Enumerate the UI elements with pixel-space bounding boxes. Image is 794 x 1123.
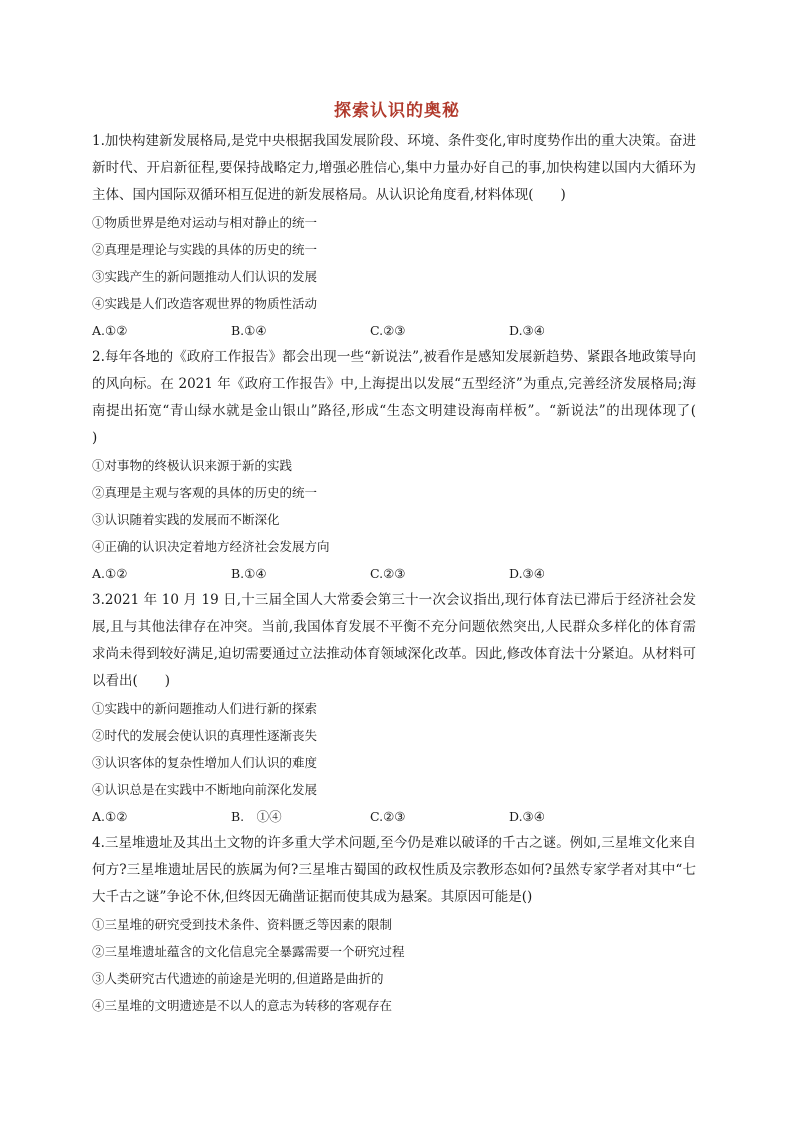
question-stem: 1.加快构建新发展格局,是党中央根据我国发展阶段、环境、条件变化,审时度势作出的重大决策。奋进新时代、开启新征程,要保持战略定力,增强必胜信心,集中力量办好自己的事,加快构建以国内大循环为主体、国内国际双循环相互促进的新发展格局。从认识论角度看,材料体现( ) <box>92 133 696 203</box>
question-option: ③人类研究古代遗迹的前途是光明的,但道路是曲折的 <box>92 971 384 986</box>
question-3 <box>92 587 696 830</box>
answer-choice-c: C.②③ <box>370 809 406 824</box>
answer-choice-c: C.②③ <box>370 566 406 581</box>
question-option: ②真理是理论与实践的具体的历史的统一 <box>92 242 318 257</box>
answer-choice-b: B.①④ <box>231 323 267 338</box>
answer-choice-b: B.①④ <box>231 566 267 581</box>
answer-choice-a: A.①② <box>92 566 128 581</box>
answer-choice-b: B. ①④ <box>231 809 282 824</box>
answer-choice-a: A.①② <box>92 809 128 824</box>
question-option: ④三星堆的文明遗迹是不以人的意志为转移的客观存在 <box>92 998 393 1013</box>
answer-choices <box>92 803 696 830</box>
question-2 <box>92 344 723 587</box>
question-option: ④正确的认识决定着地方经济社会发展方向 <box>92 539 330 554</box>
question-option: ②三星堆遗址蕴含的文化信息完全暴露需要一个研究过程 <box>92 944 405 959</box>
question-option: ③认识客体的复杂性增加人们认识的难度 <box>92 755 318 770</box>
answer-choice-a: A.①② <box>92 323 128 338</box>
page-title: 探索认识的奥秘 <box>334 101 460 121</box>
question-option: ④认识总是在实践中不断地向前深化发展 <box>92 782 318 797</box>
question-stem: 4.三星堆遗址及其出土文物的许多重大学术问题,至今仍是难以破译的千古之谜。例如,三星堆文化来自何方?三星堆遗址居民的族属为何?三星堆古蜀国的政权性质及宗教形态如何?虽然专家学者对其中“七大千古之谜”争论不休,但终因无确凿证据而使其成为悬案。其原因可能是() <box>92 835 696 905</box>
question-option: ②真理是主观与客观的具体的历史的统一 <box>92 485 318 500</box>
question-option: ②时代的发展会使认识的真理性逐渐丧失 <box>92 728 318 743</box>
question-4 <box>92 830 696 1019</box>
answer-choice-c: C.②③ <box>370 323 406 338</box>
question-option: ①实践中的新问题推动人们进行新的探索 <box>92 701 318 716</box>
question-1 <box>92 128 696 344</box>
question-stem: 3.2021 年 10 月 19 日,十三届全国人大常委会第三十一次会议指出,现行体育法已滞后于经济社会发展,且与其他法律存在冲突。当前,我国体育发展不平衡不充分问题依然突出,人民群众多样化的体育需求尚未得到较好满足,迫切需要通过立法推动体育领域深化改革。因此,修改体育法十分紧迫。从材料可以看出( ) <box>92 592 696 689</box>
question-option: ④实践是人们改造客观世界的物质性活动 <box>92 296 318 311</box>
question-option: ③实践产生的新问题推动人们认识的发展 <box>92 269 318 284</box>
answer-choice-d: D.③④ <box>509 809 545 824</box>
answer-choices <box>92 560 696 587</box>
question-option: ①三星堆的研究受到技术条件、资料匮乏等因素的限制 <box>92 917 393 932</box>
answer-choice-d: D.③④ <box>509 566 545 581</box>
question-option: ①物质世界是绝对运动与相对静止的统一 <box>92 215 318 230</box>
answer-choices <box>92 317 696 344</box>
question-stem: 2.每年各地的《政府工作报告》都会出现一些“新说法”,被看作是感知发展新趋势、紧跟各地政策导向的风向标。在 2021 年《政府工作报告》中,上海提出以发展“五型经济”为重点,完善经济发展格局;海南提出拓宽“青山绿水就是金山银山”路径,形成“生态文明建设海南样板”。“新说法”的出现体现了( ) <box>92 349 723 446</box>
question-list <box>92 128 723 1019</box>
answer-choice-d: D.③④ <box>509 323 545 338</box>
question-option: ③认识随着实践的发展而不断深化 <box>92 512 280 527</box>
question-option: ①对事物的终极认识来源于新的实践 <box>92 458 293 473</box>
